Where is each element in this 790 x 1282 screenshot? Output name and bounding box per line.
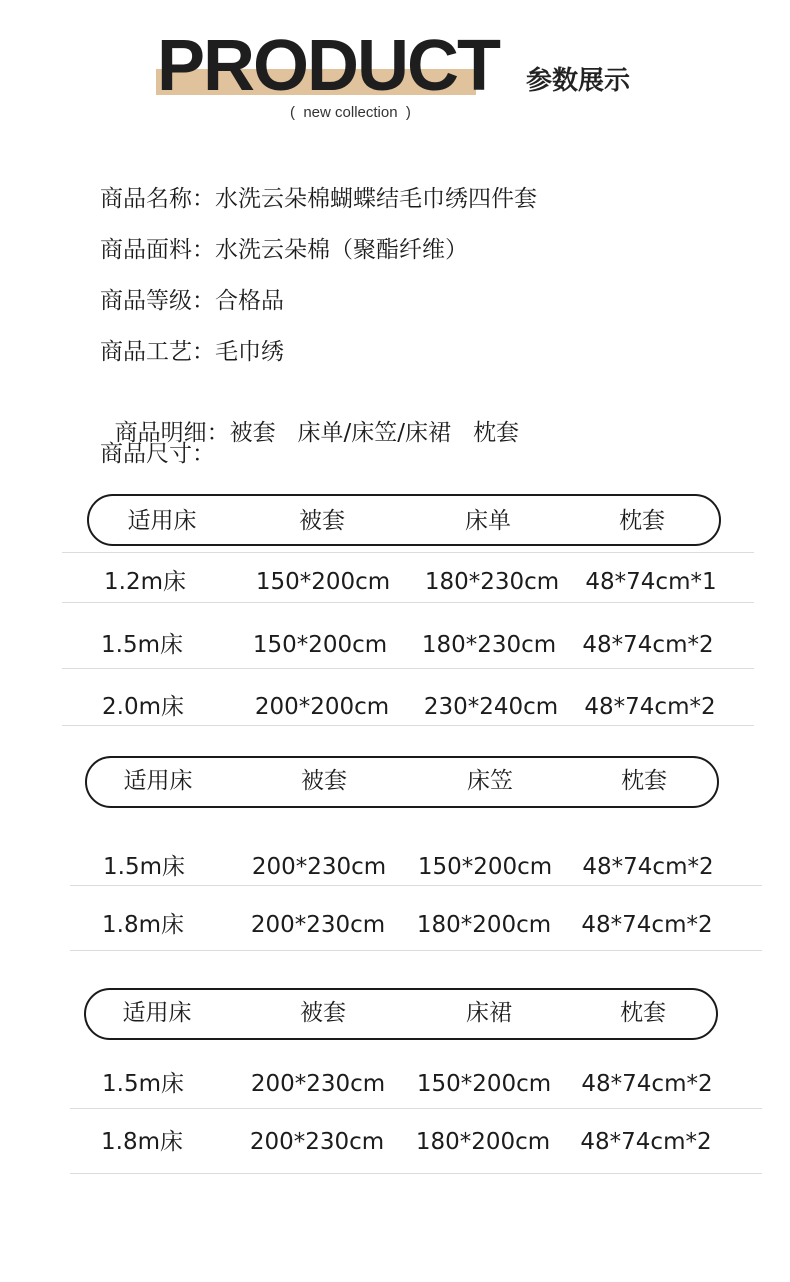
spec-label: 商品尺寸： xyxy=(100,441,215,467)
spec-row-name xyxy=(100,184,537,214)
spec-row-craft xyxy=(100,337,284,367)
spec-row-fabric xyxy=(100,235,468,265)
table-cell: 200*230cm xyxy=(250,1071,386,1097)
table-cell: 150*200cm xyxy=(417,854,553,880)
table-cell: 48*74cm*2 xyxy=(581,1071,713,1097)
collection-caption: ( new collection ) xyxy=(290,104,411,121)
table-cell: 48*74cm*2 xyxy=(582,632,714,658)
table-cell: 48*74cm*2 xyxy=(584,694,716,720)
row-divider xyxy=(62,725,754,726)
table-cell: 200*230cm xyxy=(250,912,386,938)
table-cell: 1.2m床 xyxy=(104,569,186,595)
table-cell: 230*240cm xyxy=(423,694,559,720)
table-cell: 180*230cm xyxy=(424,569,560,595)
table-cell: 200*230cm xyxy=(249,1129,385,1155)
table-header-cell: 床笠 xyxy=(467,768,513,794)
table-cell: 2.0m床 xyxy=(102,694,184,720)
row-divider xyxy=(70,885,762,886)
row-divider xyxy=(62,668,754,669)
table-cell: 48*74cm*2 xyxy=(582,854,714,880)
row-divider xyxy=(70,1173,762,1174)
table-cell: 150*200cm xyxy=(416,1071,552,1097)
row-divider xyxy=(62,602,754,603)
page-title: PRODUCT xyxy=(157,26,499,106)
table-cell: 1.8m床 xyxy=(102,912,184,938)
table-header-cell: 床裙 xyxy=(466,1000,512,1026)
table-cell: 48*74cm*2 xyxy=(580,1129,712,1155)
page-subtitle: 参数展示 xyxy=(526,66,631,96)
spec-value: 被套 床单/床笠/床裙 枕套 xyxy=(229,420,519,446)
row-divider xyxy=(62,552,754,553)
table-cell: 1.8m床 xyxy=(101,1129,183,1155)
table-header-cell: 床单 xyxy=(465,508,511,534)
table-cell: 200*230cm xyxy=(251,854,387,880)
table-header-cell: 枕套 xyxy=(621,768,667,794)
table-cell: 150*200cm xyxy=(252,632,388,658)
row-divider xyxy=(70,950,762,951)
table-header-cell: 被套 xyxy=(299,508,345,534)
table-cell: 180*230cm xyxy=(421,632,557,658)
table-header-cell: 被套 xyxy=(300,1000,346,1026)
spec-value: 水洗云朵棉蝴蝶结毛巾绣四件套 xyxy=(215,186,537,212)
table-header-cell: 适用床 xyxy=(122,1000,192,1026)
table-header-cell: 枕套 xyxy=(620,1000,666,1026)
row-divider xyxy=(70,1108,762,1109)
table-cell: 48*74cm*1 xyxy=(585,569,717,595)
table-cell: 180*200cm xyxy=(416,912,552,938)
table-header-cell: 被套 xyxy=(301,768,347,794)
spec-label: 商品工艺： xyxy=(100,339,215,365)
spec-value: 水洗云朵棉（聚酯纤维） xyxy=(215,237,468,263)
spec-label: 商品明细： xyxy=(114,420,230,446)
spec-value: 合格品 xyxy=(215,288,284,314)
spec-label: 商品等级： xyxy=(100,288,215,314)
spec-row-size xyxy=(100,439,215,469)
table-cell: 1.5m床 xyxy=(101,632,183,658)
spec-row-grade xyxy=(100,286,284,316)
table-cell: 150*200cm xyxy=(255,569,391,595)
spec-label: 商品名称： xyxy=(100,186,215,212)
table-cell: 1.5m床 xyxy=(102,1071,184,1097)
spec-label: 商品面料： xyxy=(100,237,215,263)
table-header-cell: 枕套 xyxy=(619,508,665,534)
table-cell: 180*200cm xyxy=(415,1129,551,1155)
table-cell: 1.5m床 xyxy=(103,854,185,880)
table-header-cell: 适用床 xyxy=(123,768,193,794)
table-cell: 48*74cm*2 xyxy=(581,912,713,938)
spec-value: 毛巾绣 xyxy=(215,339,284,365)
table-header-cell: 适用床 xyxy=(127,508,197,534)
table-cell: 200*200cm xyxy=(254,694,390,720)
